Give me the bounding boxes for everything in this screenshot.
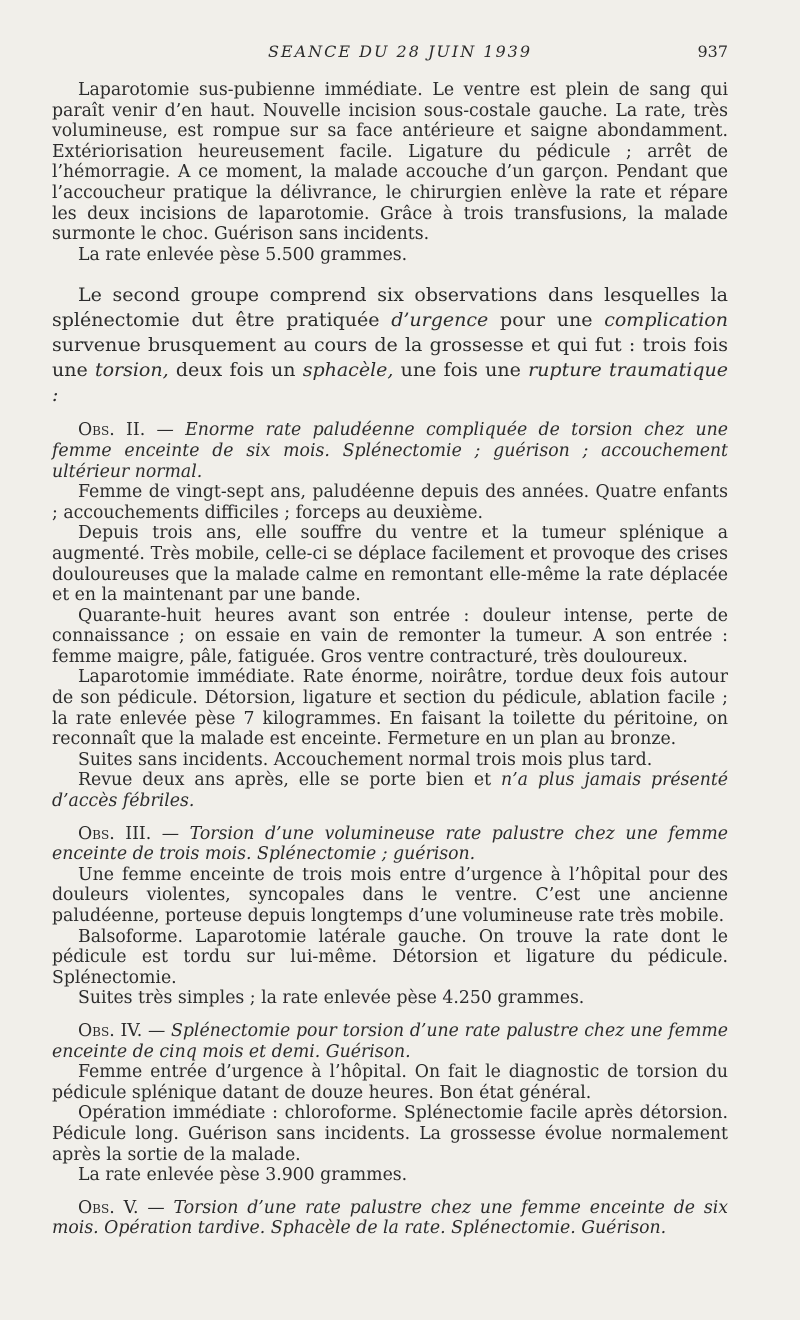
obs-paragraph [52,770,728,811]
obs-label: Obs. III. [78,823,152,844]
obs-paragraph: La rate enlevée pèse 3.900 grammes. [78,1165,408,1186]
page-number: 937 [697,42,728,61]
group-intro-paragraph [52,283,728,408]
obs-paragraph: Opération immédiate : chloroforme. Splénectomie facile après détorsion. Pédicule long. Guérison sans incidents. La grossesse évolue normalement après la sortie de la malade. [52,1103,728,1165]
obs-2-heading [52,420,728,482]
text-span: une fois une [393,359,529,382]
obs-label: Obs. IV. [78,1020,143,1041]
page-header [0,38,800,68]
italic-span: torsion, [94,359,169,382]
case-paragraph: Laparotomie sus-pubienne immédiate. Le ventre est plein de sang qui paraît venir d’en haut. Nouvelle incision sous-costale gauche. La rate, très volumineuse, est rompue sur sa face antérieure et saigne abondamment. Extériorisation heureusement facile. Ligature du pédicule ; arrêt de l’hémorragie. A ce moment, la malade accouche d’un garçon. Pendant que l’accoucheur pratique la délivrance, le chirurgien enlève la rate et répare les deux incisions de laparotomie. Grâce à trois transfusions, la malade surmonte le choc. Guérison sans incidents. [52,80,728,245]
obs-paragraph: Femme de vingt-sept ans, paludéenne depuis des années. Quatre enfants ; accouchements difficiles ; forceps au deuxième. [52,482,728,523]
italic-span: sphacèle, [302,359,394,382]
obs-title: — Splénectomie pour torsion d’une rate palustre chez une femme enceinte de cinq mois et demi. Guérison. [52,1020,728,1062]
obs-paragraph: Femme entrée d’urgence à l’hôpital. On fait le diagnostic de torsion du pédicule splénique datant de douze heures. Bon état général. [52,1062,728,1103]
obs-paragraph: Balsoforme. Laparotomie latérale gauche. On trouve la rate dont le pédicule est tordu sur lui-même. Détorsion et ligature du pédicule. Splénectomie. [52,926,728,988]
obs-title: — Torsion d’une rate palustre chez une femme enceinte de six mois. Opération tardive. Sphacèle de la rate. Splénectomie. Guérison. [52,1197,728,1239]
italic-span: complication [604,309,728,332]
text-span: pour une [488,309,605,332]
case-paragraph: La rate enlevée pèse 5.500 grammes. [78,244,408,265]
italic-span: rupture traumatique : [52,359,728,407]
obs-title: — Torsion d’une volumineuse rate palustre chez une femme enceinte de trois mois. Splénectomie ; guérison. [52,823,728,865]
obs-title: — Enorme rate paludéenne compliquée de torsion chez une femme enceinte de six mois. Splénectomie ; guérison ; accouchement ultérieur normal. [52,420,728,482]
text-span: Revue deux ans après, elle se porte bien et [78,770,502,791]
running-title: SEANCE DU 28 JUIN 1939 [267,42,533,61]
text-span: deux fois un [168,359,303,382]
text-span: Le second groupe comprend six observations dans lesquelles la splénectomie dut être pratiquée [52,284,728,332]
obs-paragraph: Une femme enceinte de trois mois entre d’urgence à l’hôpital pour des douleurs violentes, syncopales dans le ventre. C’est une ancienne paludéenne, porteuse depuis longtemps d’une volumineuse rate très mobile. [52,864,728,926]
obs-paragraph: Suites sans incidents. Accouchement normal trois mois plus tard. [78,749,653,770]
obs-label: Obs. V. [78,1197,139,1218]
body-text [52,80,728,1239]
obs-paragraph: Quarante-huit heures avant son entrée : douleur intense, perte de connaissance ; on essaie en vain de remonter la tumeur. A son entrée : femme maigre, pâle, fatiguée. Gros ventre contracturé, très douloureux. [52,605,728,667]
obs-paragraph: Laparotomie immédiate. Rate énorme, noirâtre, tordue deux fois autour de son pédicule. Détorsion, ligature et section du pédicule, ablation facile ; la rate enlevée pèse 7 kilogrammes. En faisant la toilette du péritoine, on reconnaît que la malade est enceinte. Fermeture en un plan au bronze. [52,667,728,750]
obs-paragraph: Depuis trois ans, elle souffre du ventre et la tumeur splénique a augmenté. Très mobile, celle-ci se déplace facilement et provoque des crises douloureuses que la malade calme en remontant elle-même la rate déplacée et en la maintenant par une bande. [52,523,728,606]
obs-paragraph: Suites très simples ; la rate enlevée pèse 4.250 grammes. [78,988,585,1009]
obs-3-heading [52,824,728,865]
obs-4-heading [52,1021,728,1062]
italic-span: d’urgence [391,309,489,332]
text-span: survenue brusquement au cours de la grossesse et qui fut : trois fois une [52,334,728,382]
obs-label: Obs. II. [78,420,146,441]
italic-span: n’a plus jamais présenté d’accès fébriles. [52,770,729,812]
obs-5-heading [52,1198,728,1239]
